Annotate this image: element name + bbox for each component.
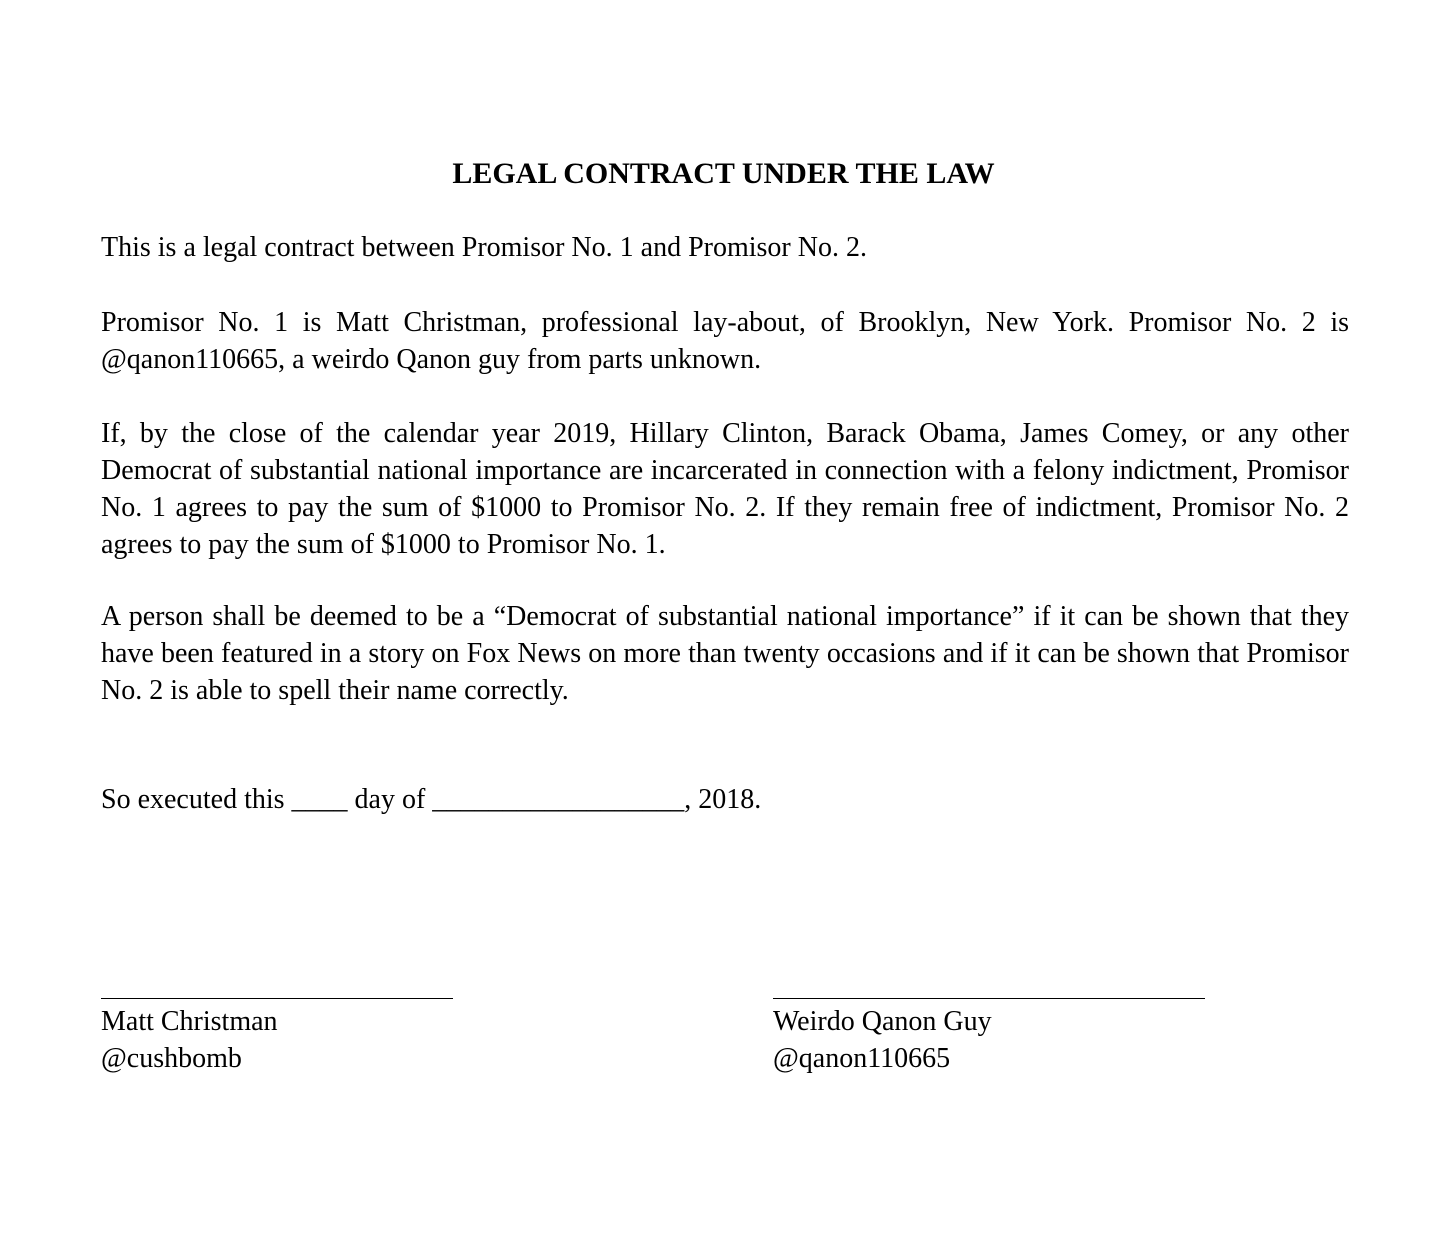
signature-line-left [101, 998, 453, 999]
document-title: LEGAL CONTRACT UNDER THE LAW [452, 157, 995, 190]
signatory-right-name: Weirdo Qanon Guy [773, 1006, 992, 1037]
paragraph-promisors: Promisor No. 1 is Matt Christman, professional lay-about, of Brooklyn, New York. Promisor No. 2 is @qanon110665, a weirdo Qanon guy from parts unknown. [101, 307, 1349, 375]
execution-line: So executed this ____ day of __________________, 2018. [101, 784, 762, 815]
paragraph-parties: This is a legal contract between Promisor No. 1 and Promisor No. 2. [101, 232, 867, 263]
paragraph-terms: If, by the close of the calendar year 2019, Hillary Clinton, Barack Obama, James Comey, or any other Democrat of substantial national importance are incarcerated in connection with a felony indictment, Promisor No. 1 agrees to pay the sum of $1000 to Promisor No. 2. If they remain free of indictment, Promisor No. 2 agrees to pay the sum of $1000 to Promisor No. 1. [101, 418, 1349, 560]
signatory-left-name: Matt Christman [101, 1006, 278, 1037]
signatory-left-handle: @cushbomb [101, 1043, 242, 1074]
signatory-right-handle: @qanon110665 [773, 1043, 951, 1074]
signature-line-right [773, 998, 1205, 999]
paragraph-definition: A person shall be deemed to be a “Democrat of substantial national importance” if it can be shown that they have been featured in a story on Fox News on more than twenty occasions and if it can be shown that Promisor No. 2 is able to spell their name correctly. [101, 601, 1349, 706]
